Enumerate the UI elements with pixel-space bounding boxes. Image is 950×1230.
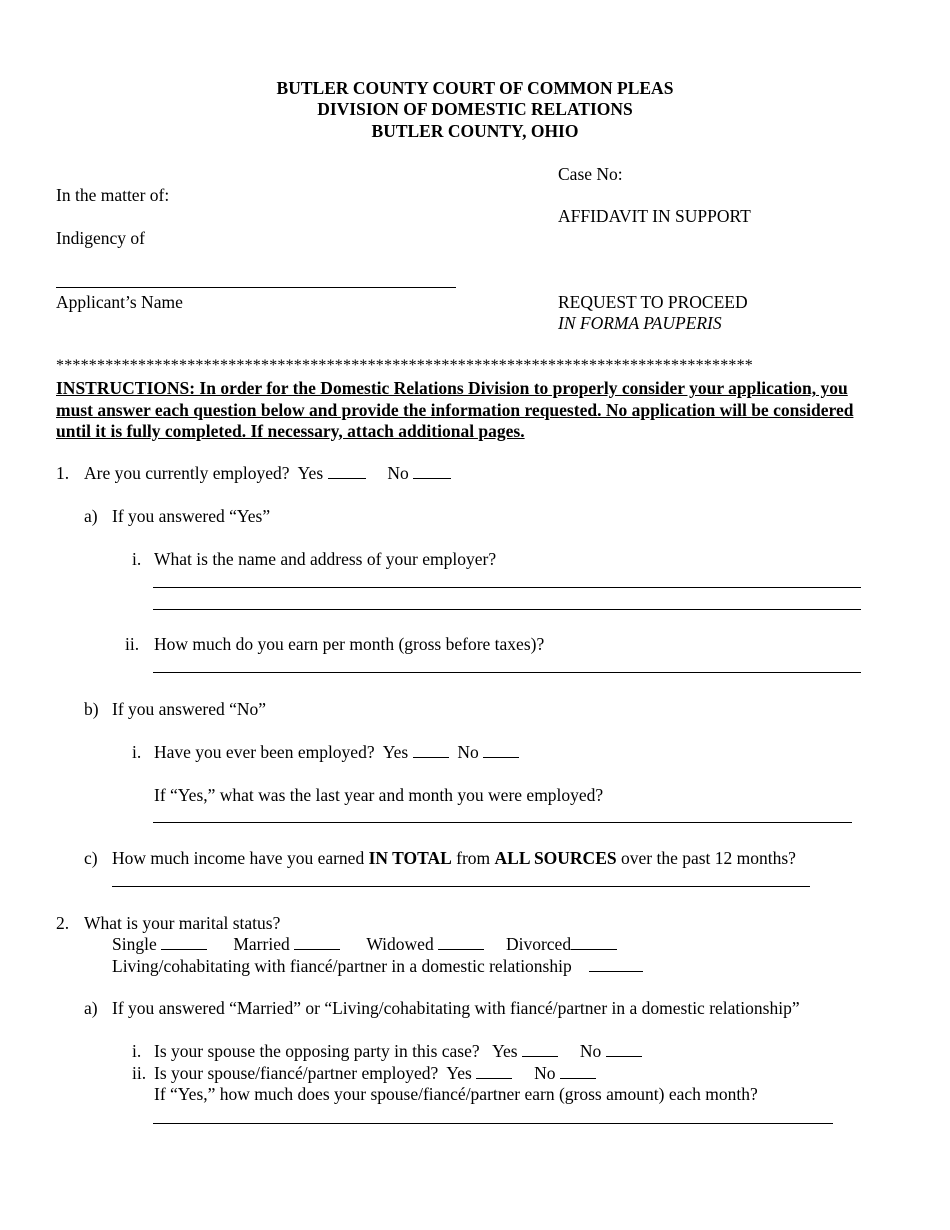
- q2a-ii-num: ii.: [132, 1063, 147, 1083]
- q1a-ii-num: ii.: [125, 634, 140, 654]
- q2a-ii-no-blank[interactable]: [560, 1064, 596, 1079]
- forma-pauperis-label: IN FORMA PAUPERIS: [558, 313, 722, 333]
- q1c-all-sources: ALL SOURCES: [494, 848, 617, 868]
- divorced-label: Divorced: [505, 934, 572, 954]
- q1-text: Are you currently employed?: [84, 463, 290, 483]
- q1b-no-label: No: [457, 742, 479, 762]
- q1b-yes-label: Yes: [382, 742, 409, 762]
- total-income-line[interactable]: [112, 886, 810, 887]
- q2a-i-row: [154, 1041, 642, 1062]
- q2-text: What is your marital status?: [84, 913, 281, 933]
- living-blank[interactable]: [589, 957, 643, 972]
- q2a-ii-yes-blank[interactable]: [476, 1064, 512, 1079]
- q1c-mid: from: [456, 848, 491, 868]
- q2a-text: If you answered “Married” or “Living/cohabitating with fiancé/partner in a domestic relationship”: [112, 998, 800, 1018]
- q2a-i-num: i.: [132, 1041, 142, 1061]
- q1a-label: a): [84, 506, 98, 526]
- married-label: Married: [233, 934, 290, 954]
- living-row: [112, 956, 643, 977]
- q1a-i-text: What is the name and address of your employer?: [154, 549, 497, 569]
- last-employed-line[interactable]: [153, 822, 852, 823]
- q2a-ii-yes-label: Yes: [446, 1063, 472, 1083]
- q1-row: [84, 463, 451, 484]
- monthly-earnings-line[interactable]: [153, 672, 861, 673]
- q1-no-blank[interactable]: [413, 464, 451, 479]
- married-blank[interactable]: [294, 935, 340, 950]
- request-label: REQUEST TO PROCEED: [558, 292, 748, 312]
- q1b-label: b): [84, 699, 99, 719]
- q2a-ii-row: [154, 1063, 596, 1084]
- widowed-label: Widowed: [366, 934, 434, 954]
- q1c-pre: How much income have you earned: [112, 848, 365, 868]
- q2-number: 2.: [56, 913, 70, 933]
- spouse-earnings-line[interactable]: [153, 1123, 833, 1124]
- q1c-label: c): [84, 848, 98, 868]
- county-title: BUTLER COUNTY, OHIO: [371, 121, 579, 141]
- divorced-blank[interactable]: [571, 935, 617, 950]
- q1b-yes-blank[interactable]: [413, 743, 449, 758]
- q1-yes-label: Yes: [297, 463, 324, 483]
- q1a-text: If you answered “Yes”: [112, 506, 271, 526]
- q1b-i-num: i.: [132, 742, 142, 762]
- q2a-i-no-blank[interactable]: [606, 1042, 642, 1057]
- q1-no-label: No: [387, 463, 409, 483]
- instructions-text: INSTRUCTIONS: In order for the Domestic Relations Division to properly consider your application, you must answer each question below and provide the information requested. No application will be considered until it is fully completed. If necessary, attach additional pages.: [56, 378, 854, 441]
- q1a-i-num: i.: [132, 549, 142, 569]
- q1b-text: If you answered “No”: [112, 699, 267, 719]
- court-title: BUTLER COUNTY COURT OF COMMON PLEAS: [276, 78, 674, 98]
- marital-options-row: [112, 934, 617, 955]
- q2a-i-yes-label: Yes: [492, 1041, 518, 1061]
- employer-line-2[interactable]: [153, 609, 861, 610]
- widowed-blank[interactable]: [438, 935, 484, 950]
- star-separator: *************************************************************************************: [56, 357, 753, 374]
- case-no-label: Case No:: [558, 164, 623, 184]
- q1b-followup: If “Yes,” what was the last year and month you were employed?: [154, 785, 604, 805]
- q2a-followup: If “Yes,” how much does your spouse/fiancé/partner earn (gross amount) each month?: [154, 1084, 758, 1104]
- employer-line-1[interactable]: [153, 587, 861, 588]
- q1b-i-row: [154, 742, 519, 763]
- q1c-in-total: IN TOTAL: [368, 848, 452, 868]
- q2a-label: a): [84, 998, 98, 1018]
- applicant-name-label: Applicant’s Name: [56, 292, 183, 312]
- q1-yes-blank[interactable]: [328, 464, 366, 479]
- q2a-ii-text: Is your spouse/fiancé/partner employed?: [154, 1063, 439, 1083]
- q2a-ii-no-label: No: [534, 1063, 556, 1083]
- living-label: Living/cohabitating with fiancé/partner in a domestic relationship: [112, 956, 572, 976]
- q1c-post: over the past 12 months?: [620, 848, 796, 868]
- indigency-label: Indigency of: [56, 228, 145, 248]
- division-title: DIVISION OF DOMESTIC RELATIONS: [317, 99, 633, 119]
- q2a-i-no-label: No: [579, 1041, 602, 1061]
- applicant-name-line[interactable]: [56, 287, 456, 288]
- q1b-i-text: Have you ever been employed?: [154, 742, 375, 762]
- single-blank[interactable]: [161, 935, 207, 950]
- q1c-row: [112, 848, 796, 869]
- q2a-i-yes-blank[interactable]: [522, 1042, 558, 1057]
- q1b-no-blank[interactable]: [483, 743, 519, 758]
- q1-number: 1.: [56, 463, 70, 483]
- single-label: Single: [112, 934, 157, 954]
- matter-of-label: In the matter of:: [56, 185, 170, 205]
- affidavit-label: AFFIDAVIT IN SUPPORT: [558, 206, 751, 226]
- q1a-ii-text: How much do you earn per month (gross before taxes)?: [154, 634, 545, 654]
- q2a-i-text: Is your spouse the opposing party in this case?: [154, 1041, 480, 1061]
